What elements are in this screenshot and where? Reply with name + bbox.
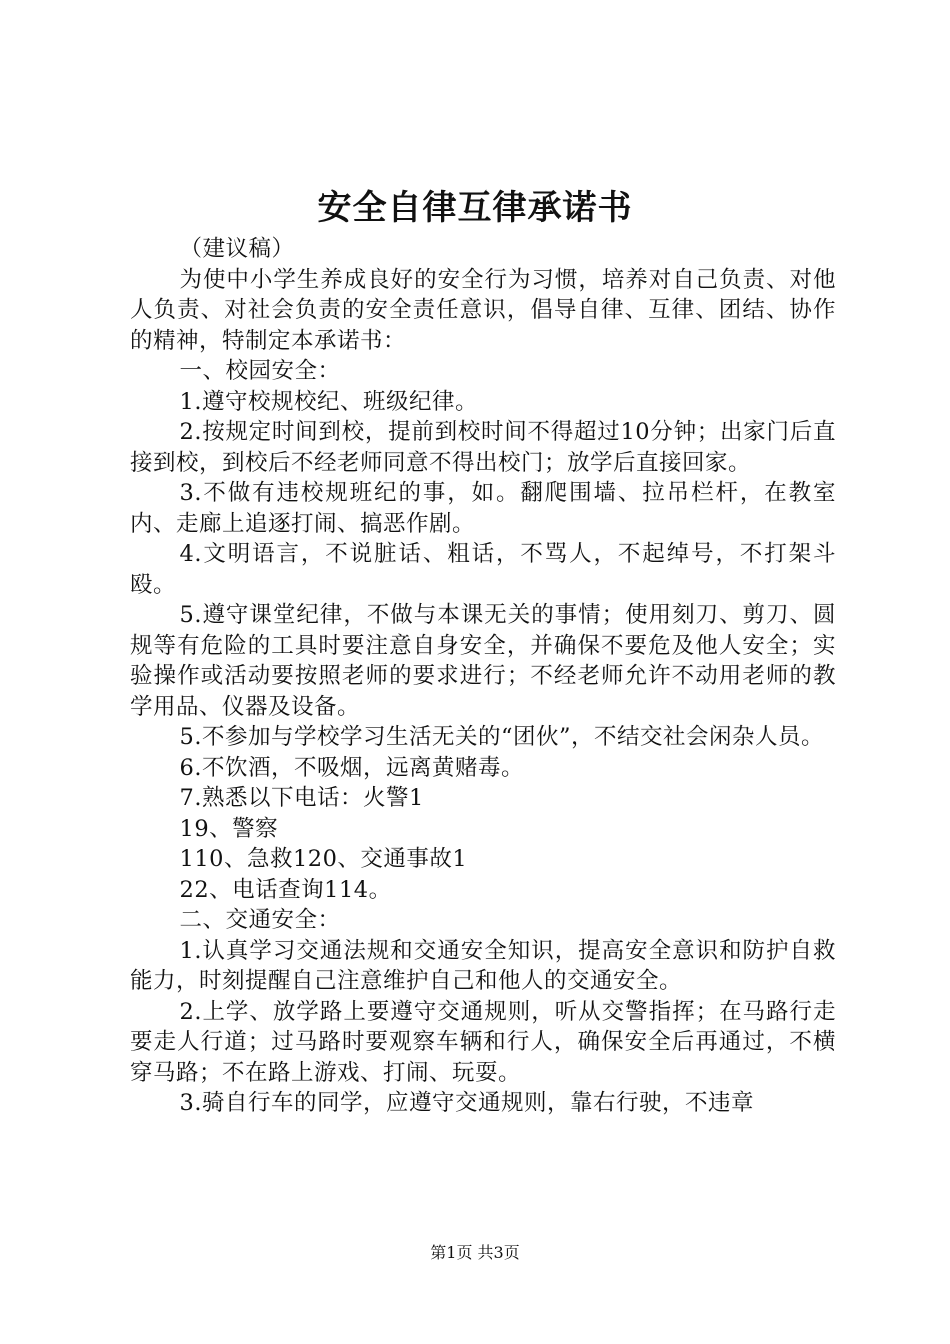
paragraph-intro: 为使中小学生养成良好的安全行为习惯，培养对自己负责、对他人负责、对社会负责的安全责任意识，倡导自律、互律、团结、协作的精神，特制定本承诺书： — [130, 266, 836, 354]
paragraph-item: 19、警察 — [179, 815, 279, 842]
paragraph-item: 3.不做有违校规班纪的事，如。翻爬围墙、拉吊栏杆，在教室内、走廊上追逐打闹、搞恶作剧。 — [130, 480, 836, 537]
paragraph-item: 7.熟悉以下电话：火警1 — [179, 785, 424, 811]
document-body — [130, 234, 836, 1119]
paragraph-item: 6.不饮酒，不吸烟，远离黄赌毒。 — [179, 754, 524, 781]
paragraph-item: 22、电话查询114。 — [179, 876, 392, 903]
paragraph-item: 2.按规定时间到校，提前到校时间不得超过10分钟；出家门后直接到校，到校后不经老师同意不得出校门；放学后直接回家。 — [130, 419, 836, 476]
paragraph-item: 5.不参加与学校学习生活无关的“团伙”，不结交社会闲杂人员。 — [179, 724, 824, 750]
paragraph-item: 5.遵守课堂纪律，不做与本课无关的事情；使用刻刀、剪刀、圆规等有危险的工具时要注意自身安全，并确保不要危及他人安全；实验操作或活动要按照老师的要求进行；不经老师允许不动用老师的教学用品、仪器及设备。 — [130, 602, 836, 720]
section-heading-campus-safety: 一、校园安全： — [179, 358, 341, 384]
paragraph-item: 3.骑自行车的同学，应遵守交通规则，靠右行驶，不违章 — [179, 1090, 754, 1116]
page-footer: 第1页 共3页 — [430, 1243, 520, 1262]
section-heading-traffic-safety: 二、交通安全： — [179, 907, 341, 933]
paragraph-item: 4.文明语言，不说脏话、粗话，不骂人，不起绰号，不打架斗殴。 — [130, 541, 836, 598]
paragraph-item: 110、急救120、交通事故1 — [179, 846, 468, 872]
paragraph-item: 1.遵守校规校纪、班级纪律。 — [179, 388, 478, 415]
paragraph-item: 1.认真学习交通法规和交通安全知识，提高安全意识和防护自救能力，时刻提醒自己注意维护自己和他人的交通安全。 — [130, 937, 836, 994]
document-title: 安全自律互律承诺书 — [317, 188, 633, 228]
paragraph-item: 2.上学、放学路上要遵守交通规则，听从交警指挥；在马路行走要走人行道；过马路时要观察车辆和行人，确保安全后再通过，不横穿马路；不在路上游戏、打闹、玩耍。 — [130, 998, 836, 1086]
paragraph-draft-note: （建议稿） — [179, 236, 295, 262]
